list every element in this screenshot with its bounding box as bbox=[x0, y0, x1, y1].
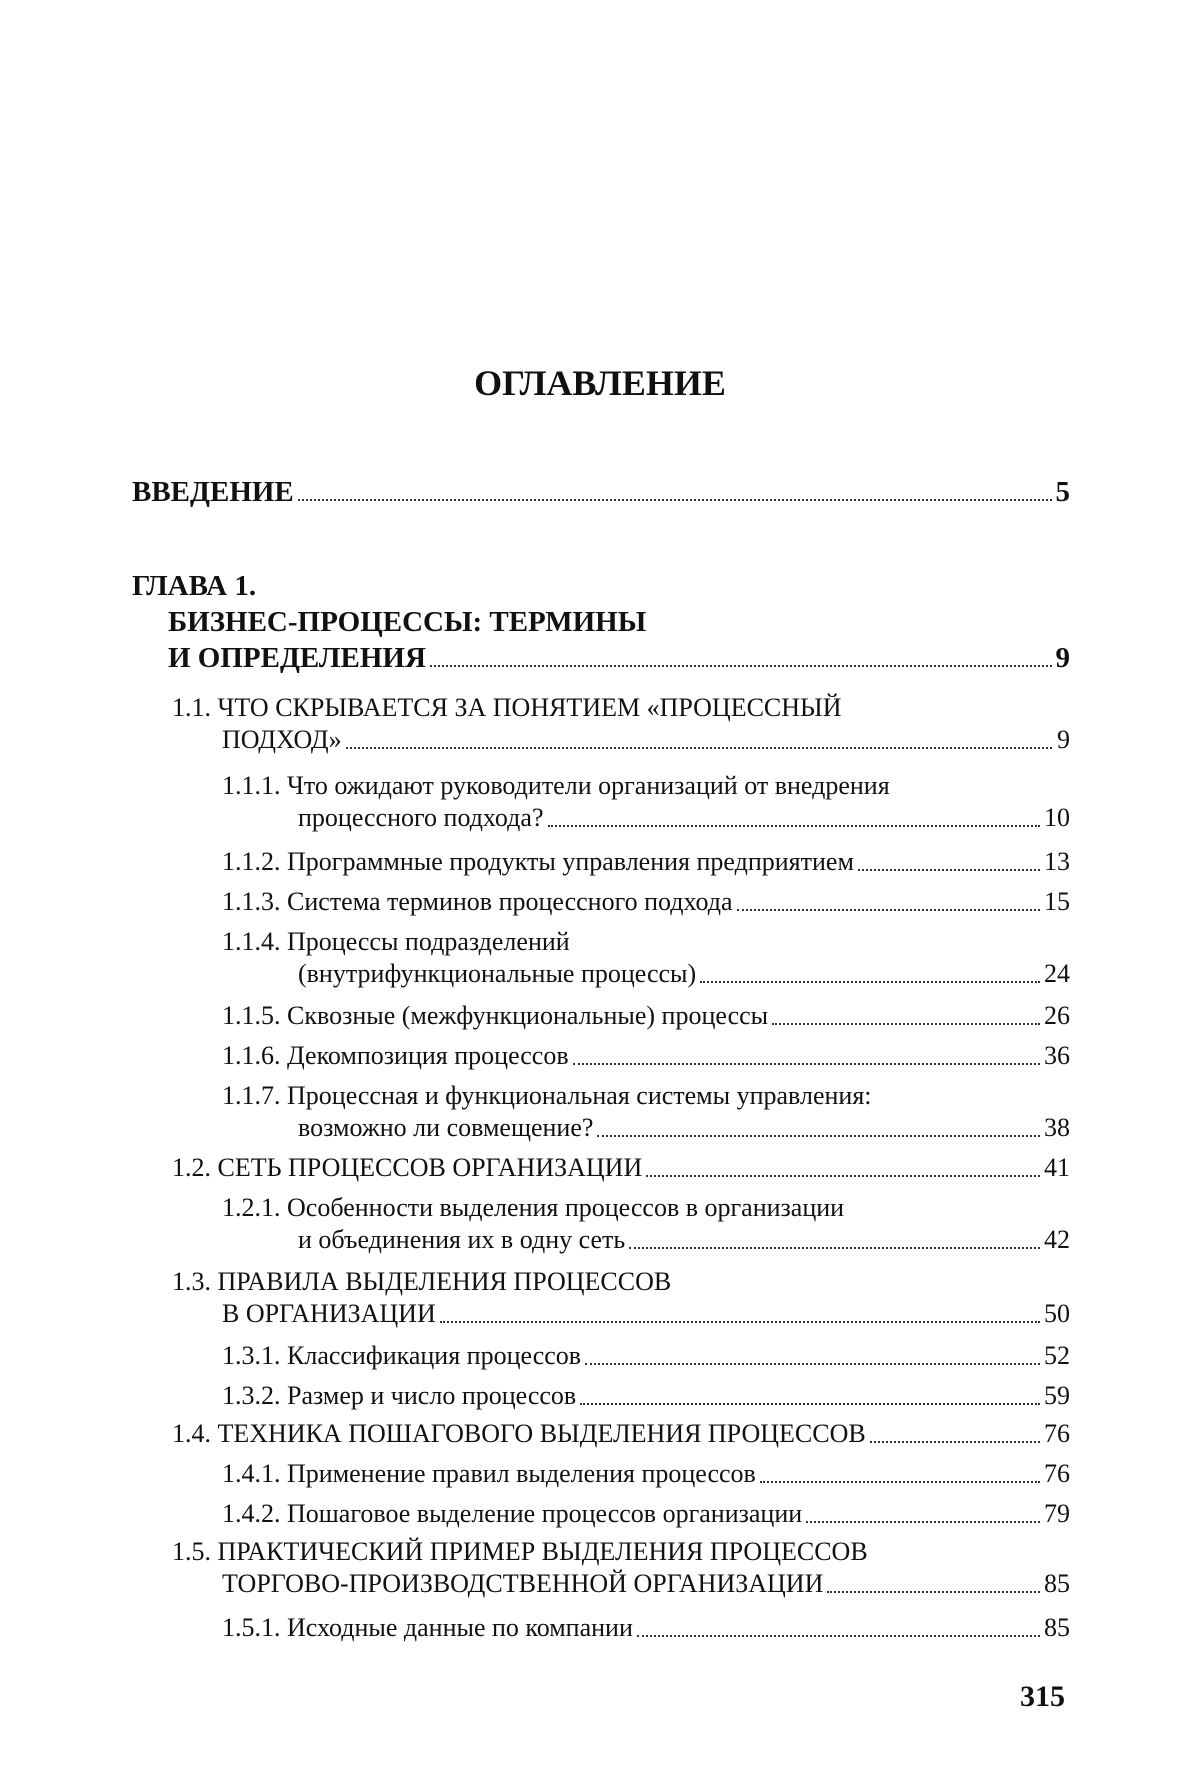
toc-entry-1-3-1 bbox=[222, 1340, 1070, 1372]
toc-label: 1.3.2. Размер и число процессов bbox=[222, 1381, 577, 1410]
toc-page-number: 9 bbox=[1055, 642, 1070, 674]
toc-entry-1-1-6 bbox=[222, 1040, 1070, 1072]
leader-dots bbox=[298, 498, 1052, 501]
toc-label: 1.1.6. Декомпозиция процессов bbox=[222, 1041, 569, 1070]
leader-dots bbox=[430, 664, 1052, 667]
toc-label: ТОРГОВО-ПРОИЗВОДСТВЕННОЙ ОРГАНИЗАЦИИ bbox=[222, 1569, 824, 1598]
toc-page-number: 38 bbox=[1044, 1113, 1070, 1142]
leader-dots bbox=[346, 746, 1052, 749]
toc-label: 1.1.3. Система терминов процессного подхода bbox=[222, 887, 733, 916]
chapter-title-line: БИЗНЕС-ПРОЦЕССЫ: ТЕРМИНЫ bbox=[168, 606, 647, 638]
toc-page-number: 9 bbox=[1057, 725, 1070, 754]
toc-entry-1-3-2 bbox=[222, 1380, 1070, 1412]
leader-dots bbox=[827, 1590, 1040, 1593]
leader-dots bbox=[548, 824, 1041, 827]
leader-dots bbox=[637, 1634, 1040, 1637]
toc-page-number: 42 bbox=[1044, 1225, 1070, 1254]
toc-page-number: 79 bbox=[1044, 1499, 1070, 1528]
toc-page-number: 59 bbox=[1044, 1381, 1070, 1410]
toc-label: ВВЕДЕНИЕ bbox=[132, 476, 294, 508]
leader-dots bbox=[597, 1134, 1040, 1137]
toc-label: 1.2. СЕТЬ ПРОЦЕССОВ ОРГАНИЗАЦИИ bbox=[172, 1153, 643, 1182]
toc-label: 1.2.1. Особенности выделения процессов в организации bbox=[222, 1193, 845, 1222]
toc-page-number: 26 bbox=[1044, 1001, 1070, 1030]
toc-label: 1.1.7. Процессная и функциональная системы управления: bbox=[222, 1081, 872, 1110]
page-title: ОГЛАВЛЕНИЕ bbox=[474, 363, 726, 403]
page-number: 315 bbox=[1020, 1680, 1065, 1713]
leader-dots bbox=[573, 1062, 1040, 1065]
leader-dots bbox=[870, 1440, 1040, 1443]
toc-label: В ОРГАНИЗАЦИИ bbox=[222, 1299, 436, 1328]
toc-label: 1.4.1. Применение правил выделения процессов bbox=[222, 1459, 756, 1488]
toc-entry-1-1 bbox=[172, 692, 1070, 756]
toc-label: 1.3. ПРАВИЛА ВЫДЕЛЕНИЯ ПРОЦЕССОВ bbox=[172, 1267, 672, 1296]
toc-page-number: 52 bbox=[1044, 1341, 1070, 1370]
toc-label: ПОДХОД» bbox=[222, 725, 342, 754]
toc-entry-1-2-1 bbox=[222, 1192, 1070, 1256]
toc-entry-chapter-1 bbox=[132, 570, 1070, 674]
toc-label: 1.3.1. Классификация процессов bbox=[222, 1341, 582, 1370]
toc-entry-1-1-7 bbox=[222, 1080, 1070, 1144]
toc-entry-1-1-5 bbox=[222, 1000, 1070, 1032]
toc-entry-1-1-3 bbox=[222, 886, 1070, 918]
toc-entry-1-1-2 bbox=[222, 846, 1070, 878]
toc-page-number: 24 bbox=[1044, 959, 1070, 988]
toc-label: возможно ли совмещение? bbox=[298, 1113, 594, 1142]
toc-label: 1.1.2. Программные продукты управления предприятием bbox=[222, 847, 854, 876]
toc-label: 1.5.1. Исходные данные по компании bbox=[222, 1613, 633, 1642]
toc-page-number: 76 bbox=[1044, 1419, 1070, 1448]
toc-entry-intro bbox=[132, 476, 1070, 508]
toc-entry-1-1-1 bbox=[222, 770, 1070, 834]
toc-entry-1-1-4 bbox=[222, 926, 1070, 990]
toc-page-number: 41 bbox=[1044, 1153, 1070, 1182]
toc-label: (внутрифункциональные процессы) bbox=[298, 959, 697, 988]
leader-dots bbox=[858, 868, 1040, 871]
toc-page-number: 36 bbox=[1044, 1041, 1070, 1070]
leader-dots bbox=[806, 1520, 1040, 1523]
toc-entry-1-4-2 bbox=[222, 1498, 1070, 1530]
toc-label: и объединения их в одну сеть bbox=[298, 1225, 626, 1254]
toc-label: 1.1.4. Процессы подразделений bbox=[222, 927, 570, 956]
toc-entry-1-4 bbox=[172, 1418, 1070, 1450]
toc-page-number: 5 bbox=[1055, 476, 1070, 508]
toc-label: процессного подхода? bbox=[298, 803, 544, 832]
toc-page-number: 50 bbox=[1044, 1299, 1070, 1328]
toc-entry-1-4-1 bbox=[222, 1458, 1070, 1490]
leader-dots bbox=[585, 1362, 1040, 1365]
toc-page-number: 15 bbox=[1044, 887, 1070, 916]
toc-label: 1.4.2. Пошаговое выделение процессов организации bbox=[222, 1499, 803, 1528]
leader-dots bbox=[440, 1320, 1040, 1323]
chapter-label: ГЛАВА 1. bbox=[132, 570, 257, 602]
leader-dots bbox=[700, 980, 1040, 983]
leader-dots bbox=[580, 1402, 1040, 1405]
toc-label: 1.1.5. Сквозные (межфункциональные) процессы bbox=[222, 1001, 769, 1030]
leader-dots bbox=[646, 1174, 1040, 1177]
toc-entry-1-5 bbox=[172, 1536, 1070, 1600]
leader-dots bbox=[772, 1022, 1040, 1025]
toc-page-number: 85 bbox=[1044, 1569, 1070, 1598]
toc-label: 1.4. ТЕХНИКА ПОШАГОВОГО ВЫДЕЛЕНИЯ ПРОЦЕССОВ bbox=[172, 1419, 866, 1448]
chapter-title-line: И ОПРЕДЕЛЕНИЯ bbox=[168, 642, 426, 674]
toc-page-number: 13 bbox=[1044, 847, 1070, 876]
toc-entry-1-5-1 bbox=[222, 1612, 1070, 1644]
toc-entry-1-3 bbox=[172, 1266, 1070, 1330]
toc-label: 1.1.1. Что ожидают руководители организаций от внедрения bbox=[222, 771, 890, 800]
toc-page-number: 85 bbox=[1044, 1613, 1070, 1642]
toc-entry-1-2 bbox=[172, 1152, 1070, 1184]
toc-label: 1.5. ПРАКТИЧЕСКИЙ ПРИМЕР ВЫДЕЛЕНИЯ ПРОЦЕССОВ bbox=[172, 1537, 868, 1566]
toc-label: 1.1. ЧТО СКРЫВАЕТСЯ ЗА ПОНЯТИЕМ «ПРОЦЕССНЫЙ bbox=[172, 693, 842, 722]
leader-dots bbox=[737, 908, 1040, 911]
leader-dots bbox=[760, 1480, 1040, 1483]
toc-page-number: 76 bbox=[1044, 1459, 1070, 1488]
toc-page-number: 10 bbox=[1044, 803, 1070, 832]
leader-dots bbox=[629, 1246, 1040, 1249]
